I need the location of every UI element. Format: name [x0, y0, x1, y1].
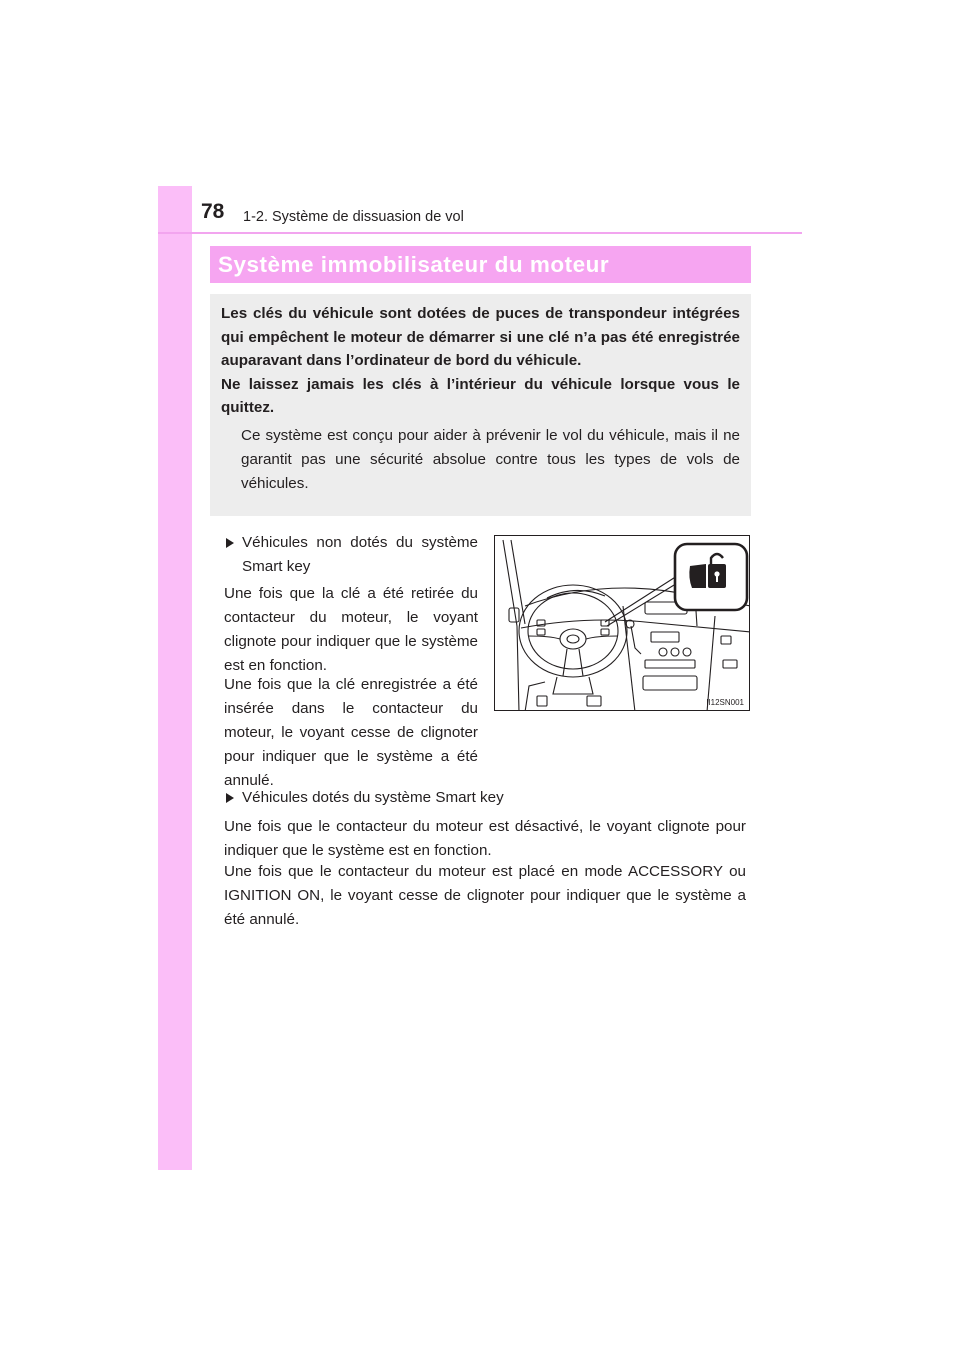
- dashboard-illustration: [494, 535, 750, 711]
- dashboard-drawing: [495, 536, 750, 711]
- bullet-arrow-icon: [226, 793, 234, 803]
- running-head: 1-2. Système de dissuasion de vol: [243, 209, 464, 225]
- chapter-side-band: [158, 186, 192, 1170]
- with-smart-key-para2: Une fois que le contacteur du moteur est placé en mode ACCESSORY ou IGNITION ON, le voyant cesse de clignoter pour indiquer que le système a été annulé.: [224, 863, 746, 928]
- intro-warning: Ne laissez jamais les clés à l’intérieur du véhicule lorsque vous le quittez.: [221, 375, 740, 416]
- with-smart-key-para1: Une fois que le contacteur du moteur est désactivé, le voyant clignote pour indiquer que le système est en fonction.: [224, 818, 746, 859]
- section-title: Système immobilisateur du moteur: [210, 246, 751, 283]
- bullet-arrow-icon: [226, 538, 234, 548]
- figure-code: II12SN001: [706, 698, 744, 707]
- intro-note: Ce système est conçu pour aider à prévenir le vol du véhicule, mais il ne garantit pas une sécurité absolue contre tous les types de vols de véhicules.: [241, 426, 740, 492]
- without-smart-key-para1: Une fois que la clé a été retirée du contacteur du moteur, le voyant clignote pour indiquer que le système est en fonction.: [224, 585, 478, 674]
- intro-box: [210, 294, 751, 516]
- heading-with-smart-key: Véhicules dotés du système Smart key: [242, 789, 504, 806]
- intro-bold-paragraph: Les clés du véhicule sont dotées de puces de transpondeur intégrées qui empêchent le moteur de démarrer si une clé n’a pas été enregistrée auparavant dans l’ordinateur de bord du véhicule.: [221, 305, 740, 369]
- heading-without-smart-key: Véhicules non dotés du système Smart key: [242, 534, 478, 575]
- without-smart-key-para2: Une fois que la clé enregistrée a été insérée dans le contacteur du moteur, le voyant cesse de clignoter pour indiquer que le système a été annulé.: [224, 676, 478, 789]
- page-number: 78: [201, 200, 225, 223]
- header-rule: [158, 232, 802, 234]
